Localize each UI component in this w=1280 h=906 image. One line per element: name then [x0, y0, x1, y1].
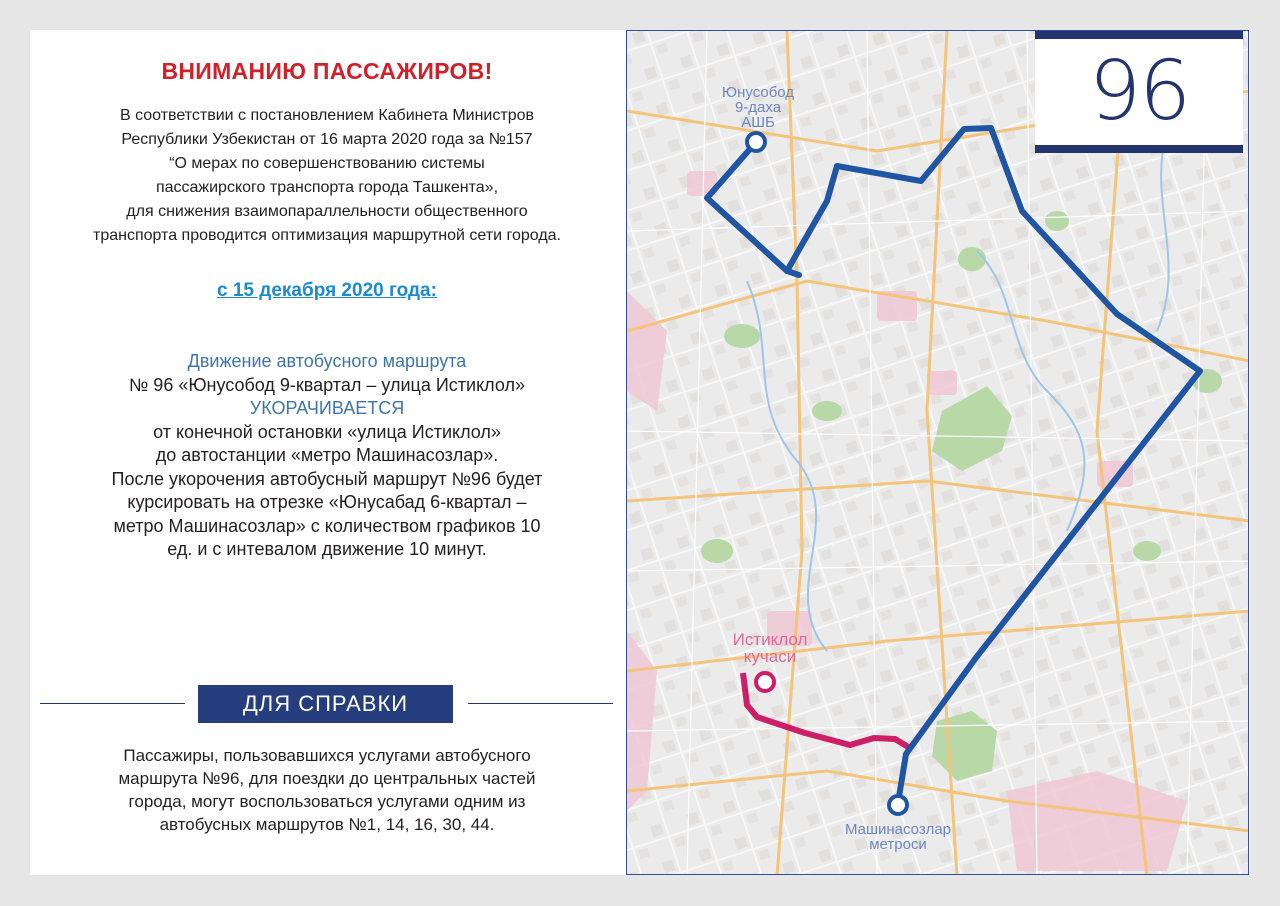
reference-line: маршрута №96, для поездки до центральных частей: [118, 769, 536, 788]
route-number: 96: [1088, 44, 1190, 139]
shortened-label: УКОРАЧИВАЕТСЯ: [249, 398, 405, 418]
intro-paragraph: [30, 104, 624, 248]
stop-south-line: метроси: [869, 836, 927, 853]
stop-south-label: [823, 822, 973, 852]
notice-sheet: [30, 30, 1250, 875]
stop-south-line: Машинасозлар: [844, 821, 952, 838]
body-line: ед. и с интевалом движение 10 минут.: [167, 539, 487, 559]
reference-line: автобусных маршрутов №1, 14, 16, 30, 44.: [159, 815, 495, 834]
body-line: от конечной остановки «улица Истиклол»: [153, 421, 501, 442]
route-spur: [787, 271, 799, 275]
reference-line: Пассажиры, пользовавшихся услугами автобусного: [123, 746, 531, 765]
body-line: метро Машинасозлар» с количеством графиков 10: [113, 515, 541, 536]
stop-north-line: 9-даха: [734, 99, 782, 116]
reference-line: города, могут воспользоваться услугами одним из: [128, 792, 526, 811]
stop-north-line: АШБ: [741, 114, 775, 131]
stop-south-marker: [889, 796, 907, 814]
body-line: После укорочения автобусный маршрут №96 будет: [111, 468, 543, 489]
intro-line: транспорта проводится оптимизация маршрутной сети города.: [92, 227, 561, 244]
stop-north-line: Юнусобод: [721, 84, 795, 101]
stop-north-label: [693, 85, 823, 130]
intro-line: В соответствии с постановлением Кабинета Министров: [119, 107, 534, 124]
divider-right: [468, 703, 613, 704]
body-line: Движение автобусного маршрута: [187, 351, 467, 371]
map-canvas: [627, 31, 1249, 875]
intro-line: Республики Узбекистан от 16 марта 2020 года за №157: [121, 131, 533, 148]
body-line: курсировать на отрезке «Юнусабад 6-квартал –: [127, 492, 527, 512]
intro-line: пассажирского транспорта города Ташкента»,: [155, 179, 499, 196]
stop-center-marker: [756, 673, 774, 691]
effective-date: с 15 декабря 2020 года:: [217, 280, 437, 301]
reference-title: ДЛЯ СПРАВКИ: [198, 685, 453, 723]
stop-north-marker: [747, 133, 765, 151]
body-line: № 96 «Юнусобод 9-квартал – улица Истиклол»: [129, 374, 525, 395]
route-change-paragraph: [30, 350, 624, 562]
stop-center-line: кучаси: [743, 647, 797, 666]
reference-paragraph: [30, 744, 624, 836]
route-number-badge: [1035, 31, 1243, 153]
notice-text-panel: [30, 30, 624, 875]
notice-heading: ВНИМАНИЮ ПАССАЖИРОВ!: [161, 58, 493, 84]
body-line: до автостанции «метро Машинасозлар».: [155, 445, 499, 465]
stop-center-line: Истиклол: [732, 630, 808, 649]
stop-center-label: [715, 631, 825, 665]
divider-left: [40, 703, 185, 704]
intro-line: для снижения взаимопараллельности общественного: [126, 203, 528, 220]
intro-line: “О мерах по совершенствованию системы: [169, 155, 485, 172]
route-map: [626, 30, 1249, 875]
